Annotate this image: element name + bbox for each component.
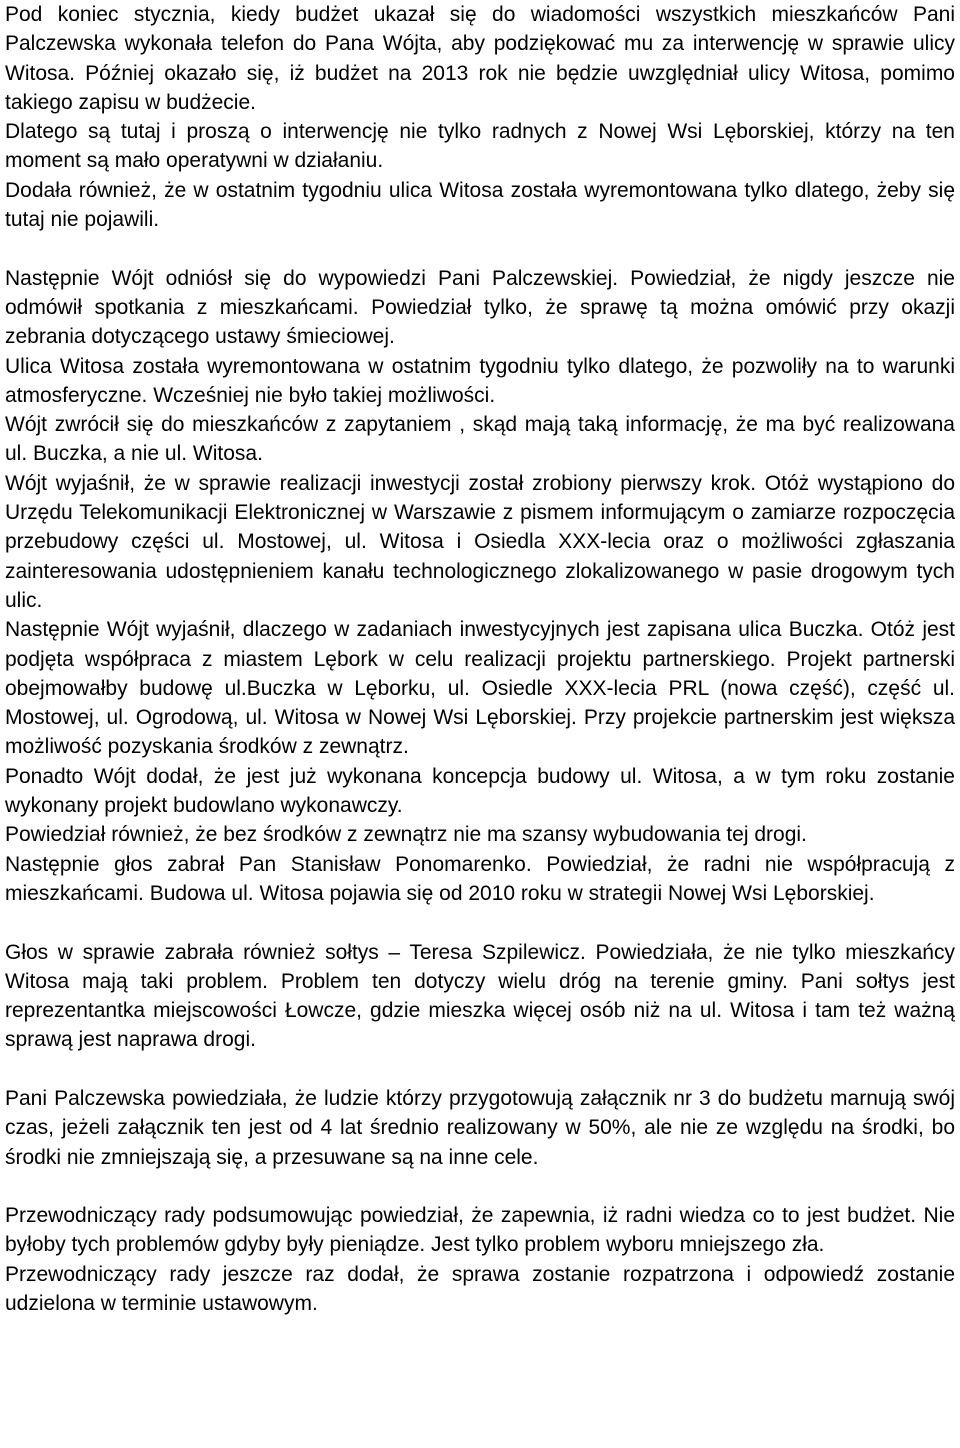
paragraph-gap xyxy=(5,1172,955,1201)
paragraph-ponomarenko: Następnie głos zabrał Pan Stanisław Ponomarenko. Powiedział, że radni nie współpracują z mieszkańcami. Budowa ul. Witosa pojawia się od 2010 roku w strategii Nowej Wsi Lęborskiej. xyxy=(5,852,955,905)
paragraph-budget-call: Pod koniec stycznia, kiedy budżet ukazał się do wiadomości wszystkich mieszkańców Pani Palczewska wykonała telefon do Pana Wójta, aby podziękować mu za interwencję w sprawie ulicy Witosa. Później okazało się, iż budżet na 2013 rok nie będzie uwzględniał ulicy Witosa, pomimo takiego zapisu w budżecie. xyxy=(5,3,955,114)
paragraph-soltys: Głos w sprawie zabrała również sołtys – Teresa Szpilewicz. Powiedziała, że nie tylko mieszkańcy Witosa mają taki problem. Problem ten dotyczy wielu dróg na terenie gminy. Pani sołtys jest reprezentantka miejscowości Łowcze, gdzie mieszka więcej osób niż na ul. Witosa i tam też ważną sprawą jest naprawa drogi. xyxy=(5,940,955,1052)
paragraph-palczewska-attachment: Pani Palczewska powiedziała, że ludzie którzy przygotowują załącznik nr 3 do budżetu marnują swój czas, jeżeli załącznik ten jest od 4 lat średnio realizowany w 50%, ale nie ze względu na środki, bo środki nie zmniejszają się, a przesuwane są na inne cele. xyxy=(5,1086,955,1169)
paragraph-gap xyxy=(5,1055,955,1084)
paragraph-investment-first-step: Wójt wyjaśnił, że w sprawie realizacji inwestycji został zrobiony pierwszy krok. Otóż wystąpiono do Urzędu Telekomunikacji Elektronicznej w Warszawie z pismem informującym o zamiarze rozpoczęcia przebudowy części ul. Mostowej, ul. Witosa i Osiedla XXX-lecia oraz o możliwości zgłaszania zainteresowania udostępnieniem kanału technologicznego zlokalizowanego w pasie drogowym tych ulic. xyxy=(5,471,955,612)
paragraph-gap xyxy=(5,908,955,937)
paragraph-intervention-request: Dlatego są tutaj i proszą o interwencję nie tylko radnych z Nowej Wsi Lęborskiej, którzy na ten moment są mało operatywni w działaniu. xyxy=(5,120,955,173)
paragraph-partnership-project: Następnie Wójt wyjaśnił, dlaczego w zadaniach inwestycyjnych jest zapisana ulica Buczka. Otóż jest podjęta współpraca z miastem Lębork w celu realizacji projektu partnerskiego. Projekt partnerski obejmowałby budowę ul.Buczka w Lęborku, ul. Osiedle XXX-lecia PRL (nowa część), część ul. Mostowej, ul. Ogrodową, ul. Witosa w Nowej Wsi Lęborskiej. Przy projekcie partnerskim jest większa możliwość pozyskania środków z zewnątrz. xyxy=(5,618,955,759)
paragraph-weather-conditions: Ulica Witosa została wyremontowana w ostatnim tygodniu tylko dlatego, że pozwoliły na to warunki atmosferyczne. Wcześniej nie było takiej możliwości. xyxy=(5,354,955,407)
paragraph-chairman-closing: Przewodniczący rady jeszcze raz dodał, że sprawa zostanie rozpatrzona i odpowiedź zostanie udzielona w terminie ustawowym. xyxy=(5,1262,955,1316)
document-page xyxy=(5,0,955,1318)
paragraph-mayor-question: Wójt zwrócił się do mieszkańców z zapytaniem , skąd mają taką informację, że ma być realizowana ul. Buczka, a nie ul. Witosa. xyxy=(5,413,955,466)
paragraph-road-repair-claim: Dodała również, że w ostatnim tygodniu ulica Witosa została wyremontowana tylko dlatego, żeby się tutaj nie pojawili. xyxy=(5,178,955,232)
paragraph-external-funds: Powiedział również, że bez środków z zewnątrz nie ma szansy wybudowania tej drogi. xyxy=(5,823,807,847)
paragraph-concept-ready: Ponadto Wójt dodał, że jest już wykonana koncepcja budowy ul. Witosa, a w tym roku zostanie wykonany projekt budowlano wykonawczy. xyxy=(5,764,955,818)
paragraph-mayor-response: Następnie Wójt odniósł się do wypowiedzi Pani Palczewskiej. Powiedział, że nigdy jeszcze nie odmówił spotkania z mieszkańcami. Powiedział tylko, że sprawę tą można omówić przy okazji zebrania dotyczącego ustawy śmieciowej. xyxy=(5,266,955,349)
paragraph-chairman-summary: Przewodniczący rady podsumowując powiedział, że zapewnia, iż radni wiedza co to jest budżet. Nie byłoby tych problemów gdyby były pieniądze. Jest tylko problem wyboru mniejszego zła. xyxy=(5,1204,955,1257)
paragraph-gap xyxy=(5,234,955,263)
